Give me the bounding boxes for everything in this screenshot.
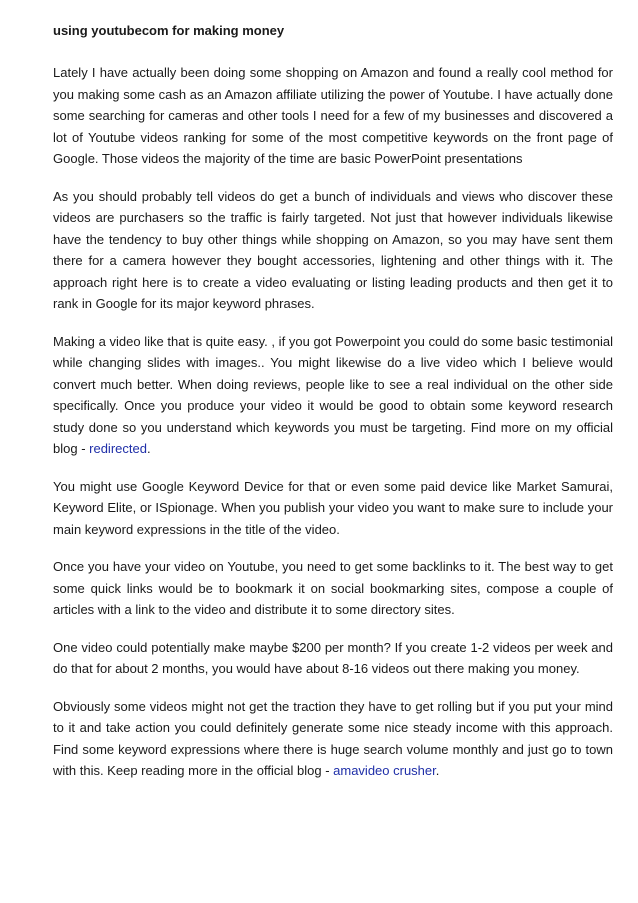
paragraph-2 (53, 186, 613, 315)
paragraph-text: As you should probably tell videos do get a bunch of individuals and views who discover these videos are purchasers so the traffic is fairly targeted. Not just that however individuals likewise have the tendency to buy other things while shopping on Amazon, so you may have sent them there for a camera however they bought accessories, lightening and other things with it. The approach right here is to create a video evaluating or listing leading products and then get it to rank in Google for its major keyword phrases. (53, 188, 613, 311)
paragraph-1 (53, 62, 613, 170)
paragraph-3 (53, 331, 613, 460)
paragraph-text: Obviously some videos might not get the traction they have to get rolling but if you put your mind to it and take action you could definitely generate some nice steady income with this approach. Find some keyword expressions where there is huge search volume monthly and just go to town with this. Keep reading more in the official blog - (53, 698, 613, 778)
document-title: using youtubecom for making money (53, 23, 285, 38)
paragraph-text: One video could potentially make maybe $200 per month? If you create 1-2 videos per week and do that for about 2 months, you would have about 8-16 videos out there making you money. (53, 639, 613, 676)
document-page (53, 22, 613, 798)
paragraph-7 (53, 696, 613, 782)
paragraph-text: Once you have your video on Youtube, you need to get some backlinks to it. The best way to get some quick links would be to bookmark it on social bookmarking sites, compose a couple of articles with a link to the video and distribute it to some directory sites. (53, 559, 613, 617)
paragraph-4 (53, 476, 613, 541)
paragraph-text: Making a video like that is quite easy. , if you got Powerpoint you could do some basic testimonial while changing slides with images.. You might likewise do a live video which I believe would convert much better. When doing reviews, people like to see a real individual on the other side specifically. Once you produce your video it would be good to obtain some keyword research study done so you understand which keywords you must be targeting. Find more on my official blog - (53, 333, 613, 456)
paragraph-end: . (146, 441, 151, 456)
paragraph-5 (53, 556, 613, 621)
paragraph-text: Lately I have actually been doing some shopping on Amazon and found a really cool method for you making some cash as an Amazon affiliate utilizing the power of Youtube. I have actually done some searching for cameras and other tools I need for a few of my businesses and discovered a lot of Youtube videos ranking for some of the most competitive keywords on the front page of Google. Those videos the majority of the time are basic PowerPoint presentations (53, 65, 613, 166)
redirected-link[interactable]: redirected (89, 441, 147, 456)
paragraph-6 (53, 637, 613, 680)
paragraph-text: You might use Google Keyword Device for that or even some paid device like Market Samurai, Keyword Elite, or ISpionage. When you publish your video you want to make sure to include your main keyword expressions in the title of the video. (53, 478, 613, 537)
amavideo-crusher-link[interactable]: amavideo crusher (333, 763, 436, 778)
paragraph-end: . (435, 763, 440, 778)
